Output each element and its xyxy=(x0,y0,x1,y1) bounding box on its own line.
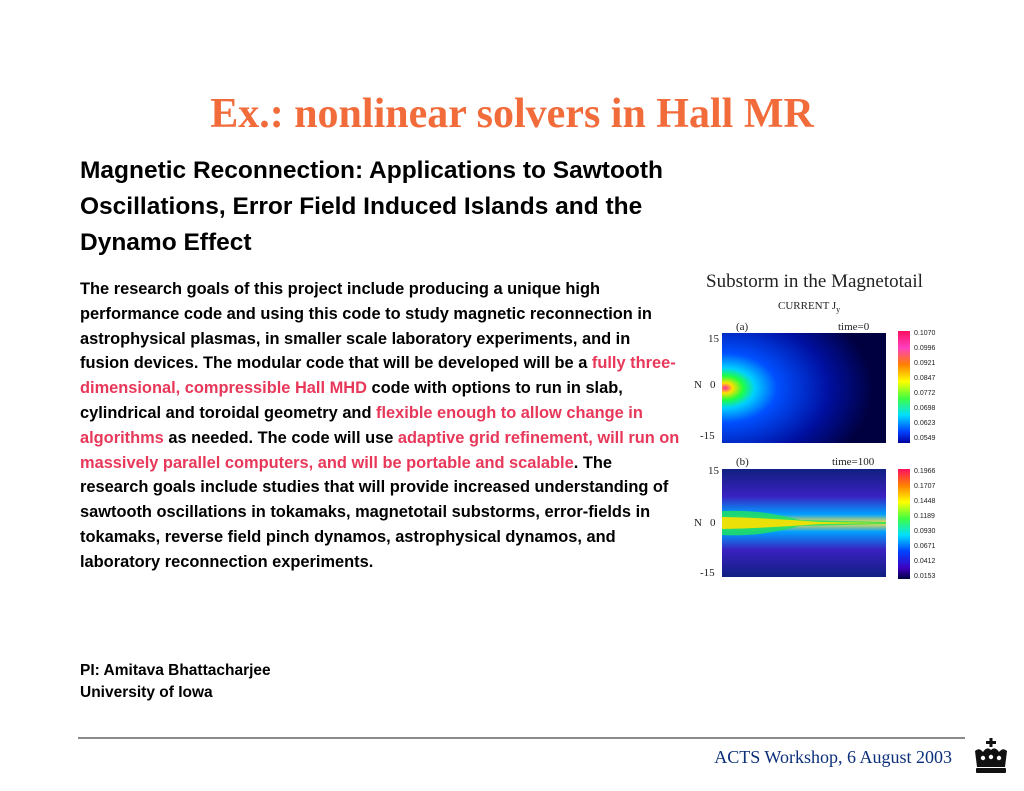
panel-a-y-top: 15 xyxy=(708,333,719,345)
panel-a-scale-2: 0.0921 xyxy=(914,360,936,367)
panel-b-scale-3: 0.1189 xyxy=(914,513,935,520)
magnetotail-figure xyxy=(690,263,980,583)
panel-a-scale-1: 0.0996 xyxy=(914,345,936,352)
panel-b-scale-6: 0.0412 xyxy=(914,558,936,565)
panel-b-label: (b) xyxy=(736,456,749,468)
panel-b-y-bottom: -15 xyxy=(700,567,715,579)
panel-b-y-top: 15 xyxy=(708,465,719,477)
body-text-4: . The research goals include studies that will provide increased understanding of sawtooth oscillations in tokamaks, magnetotail substorms, error-fields in tokamaks, reverse field pinch dynamos, astrophysical dynamos, and laboratory reconnection experiments. xyxy=(80,453,669,571)
panel-a-scale-3: 0.0847 xyxy=(914,375,936,382)
panel-a-heatmap xyxy=(722,333,886,443)
panel-a-y-axis: N xyxy=(694,379,702,391)
panel-a-y-mid: 0 xyxy=(710,379,716,391)
panel-a-scale-0: 0.1070 xyxy=(914,330,936,337)
highlight-adaptive-grid: adaptive grid refinement, will run on massively parallel computers, and will be portable and scalable xyxy=(80,428,680,472)
body-text-3: as needed. The code will use xyxy=(163,428,398,447)
panel-b-y-mid: 0 xyxy=(710,517,716,529)
highlight-hall-mhd: fully three-dimensional, compressible Hall MHD xyxy=(80,354,676,398)
panel-b-y-axis: N xyxy=(694,517,702,529)
panel-b-scale-1: 0.1707 xyxy=(914,483,936,490)
figure-subtitle xyxy=(778,300,840,314)
panel-a-scale-7: 0.0549 xyxy=(914,435,936,442)
figure-title: Substorm in the Magnetotail xyxy=(706,271,923,292)
panel-b-scale-4: 0.0930 xyxy=(914,528,936,535)
body-text-1: The research goals of this project include producing a unique high performance code and using this code to study magnetic reconnection in astrophysical plasmas, in smaller scale laboratory experiments, and in fusion devices. The modular code that will be developed will be a xyxy=(80,280,652,373)
panel-a-label: (a) xyxy=(736,321,749,333)
footer-divider xyxy=(78,737,965,739)
slide-subtitle: Magnetic Reconnection: Applications to Sawtooth Oscillations, Error Field Induced Islands and the Dynamo Effect xyxy=(80,157,664,256)
panel-a-scale-5: 0.0698 xyxy=(914,405,936,412)
panel-b-scale-7: 0.0153 xyxy=(914,573,936,580)
body-text-2: code with options to run in slab, cylindrical and toroidal geometry and xyxy=(80,379,623,422)
slide-title: Ex.: nonlinear solvers in Hall MR xyxy=(210,91,814,137)
panel-b-scale-2: 0.1448 xyxy=(914,498,936,505)
pi-name: PI: Amitava Bhattacharjee xyxy=(80,662,271,679)
highlight-flexible: flexible enough to allow change in algorithms xyxy=(80,403,643,447)
figure-subtitle-sub: y xyxy=(836,305,841,314)
crown-logo-icon xyxy=(970,737,1012,777)
panel-b-scale xyxy=(914,468,936,580)
panel-b-scale-0: 0.1966 xyxy=(914,468,936,475)
figure-subtitle-main: CURRENT J xyxy=(778,300,837,312)
panel-a-time: time=0 xyxy=(838,321,870,333)
footer-text: ACTS Workshop, 6 August 2003 xyxy=(714,747,952,767)
panel-a-scale-6: 0.0623 xyxy=(914,420,936,427)
panel-a-scale xyxy=(914,330,936,442)
pi-institution: University of Iowa xyxy=(80,684,213,701)
panel-b-colorbar xyxy=(898,469,910,579)
pi-credit xyxy=(80,660,271,704)
panel-a-y-bottom: -15 xyxy=(700,430,715,442)
panel-b-time: time=100 xyxy=(832,456,875,468)
panel-a-colorbar xyxy=(898,331,910,443)
body-paragraph xyxy=(80,277,680,575)
panel-b-scale-5: 0.0671 xyxy=(914,543,936,550)
panel-a-scale-4: 0.0772 xyxy=(914,390,936,397)
